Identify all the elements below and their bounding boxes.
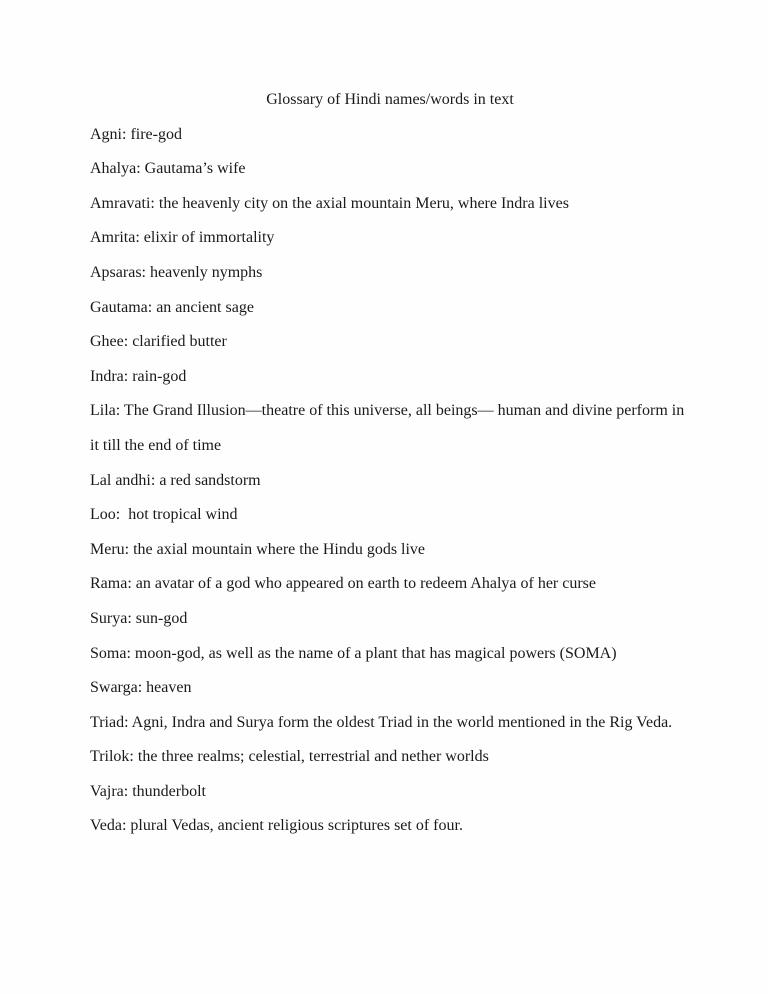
glossary-entry-loo: Loo: hot tropical wind <box>90 506 238 524</box>
glossary-entry-lal-andhi: Lal andhi: a red sandstorm <box>90 471 261 489</box>
glossary-entry-triad: Triad: Agni, Indra and Surya form the oldest Triad in the world mentioned in the Rig Veda. <box>90 713 673 731</box>
glossary-entry-gautama: Gautama: an ancient sage <box>90 298 254 316</box>
glossary-entry-swarga: Swarga: heaven <box>90 679 192 697</box>
glossary-entry-amravati: Amravati: the heavenly city on the axial mountain Meru, where Indra lives <box>90 194 569 212</box>
glossary-entry-veda: Veda: plural Vedas, ancient religious scriptures set of four. <box>90 817 463 835</box>
glossary-entry-apsaras: Apsaras: heavenly nymphs <box>90 263 263 281</box>
glossary-entry-meru: Meru: the axial mountain where the Hindu gods live <box>90 540 426 558</box>
glossary-entry-indra: Indra: rain-god <box>90 367 187 385</box>
glossary-entry-trilok: Trilok: the three realms; celestial, terrestrial and nether worlds <box>90 748 489 766</box>
glossary-entry-ghee: Ghee: clarified butter <box>90 333 227 351</box>
glossary-entry-ahalya: Ahalya: Gautama’s wife <box>90 160 246 178</box>
glossary-entry-vajra: Vajra: thunderbolt <box>90 782 206 800</box>
glossary-entry-soma: Soma: moon-god, as well as the name of a plant that has magical powers (SOMA) <box>90 644 617 662</box>
glossary-entry-agni: Agni: fire-god <box>90 125 182 143</box>
page-title: Glossary of Hindi names/words in text <box>266 91 514 108</box>
glossary-entry-amrita: Amrita: elixir of immortality <box>90 229 275 247</box>
glossary-entry-lila: Lila: The Grand Illusion—theatre of this universe, all beings— human and divine perform in it till the end of time <box>90 402 689 454</box>
glossary-entry-surya: Surya: sun-god <box>90 609 188 627</box>
glossary-entry-rama: Rama: an avatar of a god who appeared on earth to redeem Ahalya of her curse <box>90 575 596 593</box>
